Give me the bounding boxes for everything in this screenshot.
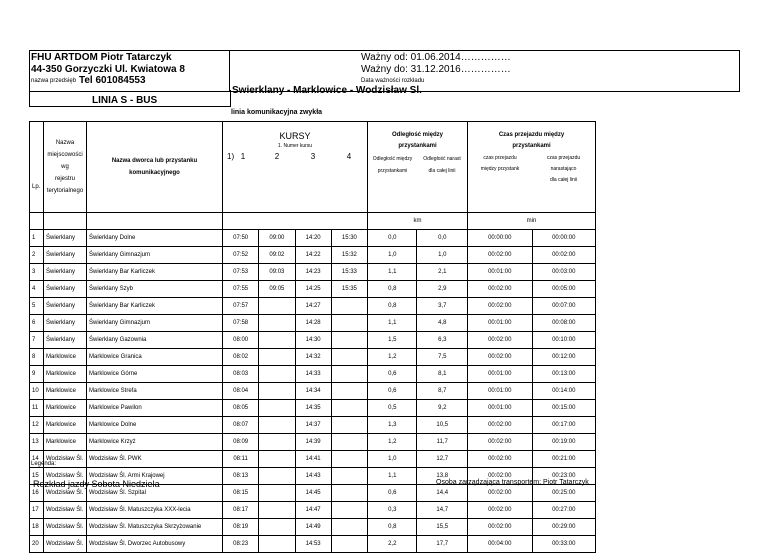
course-number-4: 4	[346, 152, 352, 161]
table-row	[30, 383, 596, 400]
time-cell	[331, 502, 367, 519]
stop-name-cell: Marklowice Krzyż	[87, 434, 223, 451]
time-cell	[259, 366, 295, 383]
travel-time-cumulative-cell: 00:13:00	[532, 366, 596, 383]
distance-cumulative-cell: 17,7	[417, 536, 468, 553]
time-cell: 14:53	[295, 536, 331, 553]
distance-cumulative-cell: 6,3	[417, 332, 468, 349]
travel-time-cumulative-cell: 00:00:00	[532, 230, 596, 247]
distance-cell: 0,8	[368, 519, 417, 536]
town-cell: Wodzisław Śl.	[44, 468, 87, 485]
row-number: 7	[30, 332, 44, 349]
km-unit: km	[368, 213, 468, 230]
distance-cumulative-cell: 14,4	[417, 485, 468, 502]
table-row	[30, 417, 596, 434]
table-row	[30, 400, 596, 417]
municipality-header: Nazwa miejscowości wg rejestru terytorialnego	[44, 122, 87, 213]
time-cell: 14:35	[295, 400, 331, 417]
time-cell: 14:47	[295, 502, 331, 519]
header-divider	[229, 50, 230, 91]
distance-cell: 1,1	[368, 264, 417, 281]
time-cell: 08:09	[223, 434, 259, 451]
time-cell: 15:30	[331, 230, 367, 247]
distance-cumulative-cell: 8,7	[417, 383, 468, 400]
travel-time-cumulative-cell: 00:12:00	[532, 349, 596, 366]
time-cell	[259, 349, 295, 366]
table-row	[30, 536, 596, 553]
table-row	[30, 315, 596, 332]
time-header: Czas przejazdu między przystankami czas przejazdu między przystank czas przejazdu narastająco dla całej linii	[468, 122, 596, 213]
town-cell: Wodzisław Śl.	[44, 519, 87, 536]
time-cell: 14:32	[295, 349, 331, 366]
company-phone: Tel 601084553	[79, 75, 146, 86]
units-row	[30, 213, 596, 230]
distance-cell: 0,6	[368, 485, 417, 502]
time-cell: 07:53	[223, 264, 259, 281]
time-cell: 08:11	[223, 451, 259, 468]
distance-cell: 0,8	[368, 281, 417, 298]
time-cell: 09:03	[259, 264, 295, 281]
time-cell: 14:45	[295, 485, 331, 502]
travel-time-cell: 00:02:00	[468, 451, 533, 468]
distance-cell: 0,6	[368, 366, 417, 383]
distance-cell: 1,5	[368, 332, 417, 349]
validity-caption: Data ważności rozkładu	[361, 78, 425, 84]
time-cell	[259, 519, 295, 536]
course-number-1: 1	[240, 152, 246, 161]
travel-time-cumulative-cell: 00:17:00	[532, 417, 596, 434]
table-row	[30, 298, 596, 315]
distance-cumulative-cell: 9,2	[417, 400, 468, 417]
row-number: 6	[30, 315, 44, 332]
row-number: 9	[30, 366, 44, 383]
travel-time-cumulative-cell: 00:25:00	[532, 485, 596, 502]
time-cell: 14:23	[295, 264, 331, 281]
stop-name-cell: Marklowice Górne	[87, 366, 223, 383]
row-number: 3	[30, 264, 44, 281]
row-number: 8	[30, 349, 44, 366]
time-cell	[259, 502, 295, 519]
courses-header	[223, 122, 368, 213]
town-cell: Marklowice	[44, 366, 87, 383]
travel-time-cell: 00:01:00	[468, 366, 533, 383]
distance-cell: 1,2	[368, 434, 417, 451]
distance-cumulative-cell: 12,7	[417, 451, 468, 468]
time-cell: 14:27	[295, 298, 331, 315]
time-cell	[259, 485, 295, 502]
distance-cell: 1,3	[368, 417, 417, 434]
time-cell: 07:55	[223, 281, 259, 298]
time-cell: 14:30	[295, 332, 331, 349]
time-cell	[331, 315, 367, 332]
stop-name-header: Nazwa dworca lub przystanku komunikacyjnego	[87, 122, 223, 213]
distance-cell: 1,2	[368, 349, 417, 366]
row-number: 20	[30, 536, 44, 553]
distance-cumulative-cell: 11,7	[417, 434, 468, 451]
time-cell: 07:58	[223, 315, 259, 332]
travel-time-cell: 00:01:00	[468, 400, 533, 417]
valid-from: Ważny od: 01.06.2014……………	[361, 52, 511, 63]
travel-time-cell: 00:00:00	[468, 230, 533, 247]
stop-name-cell: Marklowice Dolne	[87, 417, 223, 434]
row-number: 14	[30, 451, 44, 468]
distance-cumulative-cell: 15,5	[417, 519, 468, 536]
time-cell	[259, 451, 295, 468]
travel-time-cell: 00:02:00	[468, 281, 533, 298]
row-number: 18	[30, 519, 44, 536]
row-number: 10	[30, 383, 44, 400]
travel-time-cumulative-cell: 00:19:00	[532, 434, 596, 451]
lp-header: Lp.	[32, 184, 41, 190]
town-cell: Marklowice	[44, 417, 87, 434]
stop-name-cell: Świerklany Gazownia	[87, 332, 223, 349]
time-cell	[259, 332, 295, 349]
table-row	[30, 434, 596, 451]
distance-cumulative-cell: 2,1	[417, 264, 468, 281]
travel-time-cumulative-cell: 00:02:00	[532, 247, 596, 264]
line-type: linia komunikacyjna zwykła	[231, 109, 323, 116]
travel-time-cumulative-cell: 00:33:00	[532, 536, 596, 553]
stop-name-cell: Marklowice Granica	[87, 349, 223, 366]
time-cell: 09:02	[259, 247, 295, 264]
row-number: 16	[30, 485, 44, 502]
travel-time-cumulative-cell: 00:27:00	[532, 502, 596, 519]
distance-cell: 0,5	[368, 400, 417, 417]
carrier-label: nazwa przedsięb	[31, 78, 77, 84]
travel-time-cell: 00:02:00	[468, 468, 533, 485]
distance-cumulative-cell: 2,9	[417, 281, 468, 298]
time-cell: 07:57	[223, 298, 259, 315]
distance-cell: 1,0	[368, 451, 417, 468]
header-row	[30, 122, 596, 213]
travel-time-cumulative-cell: 00:08:00	[532, 315, 596, 332]
time-cell: 14:22	[295, 247, 331, 264]
town-cell: Wodzisław Śl.	[44, 451, 87, 468]
valid-to: Ważny do: 31.12.2016……………	[361, 64, 511, 75]
time-cell: 08:05	[223, 400, 259, 417]
time-cell: 14:34	[295, 383, 331, 400]
course-number-2: 2	[274, 152, 280, 161]
time-cell: 14:37	[295, 417, 331, 434]
time-cell: 14:25	[295, 281, 331, 298]
distance-header: Odległość między przystankami Odległość między przystankami Odległość narast dla całej linii	[368, 122, 468, 213]
stop-name-cell: Świerklany Bar Karliczek	[87, 298, 223, 315]
time-cell	[331, 349, 367, 366]
table-row	[30, 366, 596, 383]
time-cell	[259, 468, 295, 485]
time-cell	[259, 417, 295, 434]
time-cell	[331, 366, 367, 383]
distance-cell: 1,1	[368, 315, 417, 332]
distance-cumulative-cell: 13,8	[417, 468, 468, 485]
distance-cumulative-cell: 1,0	[417, 247, 468, 264]
travel-time-cell: 00:01:00	[468, 315, 533, 332]
row-number: 4	[30, 281, 44, 298]
row-number: 12	[30, 417, 44, 434]
table-row	[30, 264, 596, 281]
travel-time-cell: 00:02:00	[468, 298, 533, 315]
time-cell: 09:05	[259, 281, 295, 298]
time-cell	[331, 400, 367, 417]
stop-name-cell: Wodzisław Śl. Matuszczyka XXX-lecia	[87, 502, 223, 519]
travel-time-cumulative-cell: 00:10:00	[532, 332, 596, 349]
stop-name-cell: Świerklany Szyb	[87, 281, 223, 298]
time-cell: 08:07	[223, 417, 259, 434]
travel-time-cumulative-cell: 00:05:00	[532, 281, 596, 298]
town-cell: Świerklany	[44, 264, 87, 281]
distance-cumulative-cell: 8,1	[417, 366, 468, 383]
time-cell: 08:02	[223, 349, 259, 366]
time-cell: 08:03	[223, 366, 259, 383]
stop-name-cell: Marklowice Pawilon	[87, 400, 223, 417]
time-cell	[259, 434, 295, 451]
row-number: 11	[30, 400, 44, 417]
town-cell: Marklowice	[44, 434, 87, 451]
time-cell: 07:50	[223, 230, 259, 247]
town-cell: Marklowice	[44, 383, 87, 400]
stop-name-cell: Marklowice Strefa	[87, 383, 223, 400]
table-row	[30, 519, 596, 536]
travel-time-cell: 00:01:00	[468, 264, 533, 281]
stop-name-cell: Świerklany Gimnazjum	[87, 247, 223, 264]
distance-cumulative-cell: 0,0	[417, 230, 468, 247]
time-cell	[331, 536, 367, 553]
travel-time-cell: 00:01:00	[468, 383, 533, 400]
time-cell: 14:41	[295, 451, 331, 468]
travel-time-cell: 00:02:00	[468, 519, 533, 536]
distance-cumulative-cell: 14,7	[417, 502, 468, 519]
time-cell	[331, 519, 367, 536]
time-cell	[331, 383, 367, 400]
distance-cumulative-cell: 10,5	[417, 417, 468, 434]
time-cell: 07:52	[223, 247, 259, 264]
time-cell: 09:00	[259, 230, 295, 247]
travel-time-cell: 00:02:00	[468, 485, 533, 502]
time-cell: 14:28	[295, 315, 331, 332]
time-cell: 08:04	[223, 383, 259, 400]
table-row	[30, 247, 596, 264]
courses-title: KURSY	[279, 131, 311, 141]
time-cell: 08:19	[223, 519, 259, 536]
stop-name-cell: Wodzisław Śl. Szpital	[87, 485, 223, 502]
time-cell	[259, 315, 295, 332]
time-cell: 08:00	[223, 332, 259, 349]
min-unit: min	[468, 213, 596, 230]
travel-time-cumulative-cell: 00:07:00	[532, 298, 596, 315]
table-row	[30, 281, 596, 298]
table-row	[30, 502, 596, 519]
distance-cumulative-cell: 4,8	[417, 315, 468, 332]
town-cell: Wodzisław Śl.	[44, 485, 87, 502]
town-cell: Świerklany	[44, 315, 87, 332]
town-cell: Świerklany	[44, 230, 87, 247]
town-cell: Świerklany	[44, 298, 87, 315]
travel-time-cumulative-cell: 00:03:00	[532, 264, 596, 281]
time-cell: 14:49	[295, 519, 331, 536]
travel-time-cumulative-cell: 00:23:00	[532, 468, 596, 485]
time-cell	[259, 400, 295, 417]
time-cell: 15:33	[331, 264, 367, 281]
distance-cumulative-cell: 7,5	[417, 349, 468, 366]
time-cell	[331, 434, 367, 451]
table-row	[30, 230, 596, 247]
distance-cumulative-cell: 3,7	[417, 298, 468, 315]
stop-name-cell: Świerklany Bar Karliczek	[87, 264, 223, 281]
stop-name-cell: Świerklany Dolne	[87, 230, 223, 247]
distance-cell: 0,0	[368, 230, 417, 247]
time-cell: 14:39	[295, 434, 331, 451]
time-cell	[331, 332, 367, 349]
row-number: 15	[30, 468, 44, 485]
travel-time-cell: 00:02:00	[468, 247, 533, 264]
time-cell	[259, 536, 295, 553]
distance-cell: 0,6	[368, 383, 417, 400]
distance-cell: 1,1	[368, 468, 417, 485]
travel-time-cell: 00:02:00	[468, 332, 533, 349]
travel-time-cumulative-cell: 00:14:00	[532, 383, 596, 400]
time-cell	[331, 417, 367, 434]
town-cell: Świerklany	[44, 247, 87, 264]
time-cell: 14:20	[295, 230, 331, 247]
row-number: 2	[30, 247, 44, 264]
row-number: 13	[30, 434, 44, 451]
stop-name-cell: Wodzisław Śl. PWK	[87, 451, 223, 468]
row-number: 5	[30, 298, 44, 315]
distance-cell: 1,0	[368, 247, 417, 264]
town-cell: Marklowice	[44, 400, 87, 417]
schedule-days: Rozkład jazdy Sobota Niedziela	[33, 479, 160, 489]
town-cell: Wodzisław Śl.	[44, 536, 87, 553]
time-cell: 08:15	[223, 485, 259, 502]
distance-cell: 0,8	[368, 298, 417, 315]
stop-name-cell: Wodzisław Śl. Dworzec Autobusowy	[87, 536, 223, 553]
table-row	[30, 451, 596, 468]
town-cell: Wodzisław Śl.	[44, 502, 87, 519]
time-cell: 15:35	[331, 281, 367, 298]
transport-manager: Osoba zarządzająca transportem: Piotr Tatarczyk	[436, 479, 589, 486]
time-cell: 08:17	[223, 502, 259, 519]
time-cell	[259, 383, 295, 400]
time-cell	[331, 485, 367, 502]
travel-time-cumulative-cell: 00:29:00	[532, 519, 596, 536]
line-name: LINIA S - BUS	[92, 95, 158, 106]
time-cell	[331, 451, 367, 468]
travel-time-cumulative-cell: 00:21:00	[532, 451, 596, 468]
town-cell: Świerklany	[44, 332, 87, 349]
row-number: 17	[30, 502, 44, 519]
stop-name-cell: Wodzisław Śl. Matuszczyka Skrzyżowanie	[87, 519, 223, 536]
town-cell: Świerklany	[44, 281, 87, 298]
travel-time-cell: 00:02:00	[468, 502, 533, 519]
travel-time-cell: 00:02:00	[468, 417, 533, 434]
time-cell: 15:32	[331, 247, 367, 264]
time-cell: 14:33	[295, 366, 331, 383]
stop-name-cell: Świerklany Gimnazjum	[87, 315, 223, 332]
town-cell: Marklowice	[44, 349, 87, 366]
distance-cell: 0,3	[368, 502, 417, 519]
company-address: 44-350 Gorzyczki Ul. Kwiatowa 8	[31, 64, 185, 75]
time-cell	[331, 468, 367, 485]
course-number-3: 3	[310, 152, 316, 161]
table-row	[30, 332, 596, 349]
company-name: FHU ARTDOM Piotr Tatarczyk	[31, 52, 172, 63]
travel-time-cell: 00:02:00	[468, 349, 533, 366]
travel-time-cumulative-cell: 00:15:00	[532, 400, 596, 417]
legend-label: Legenda:	[31, 461, 57, 467]
route-title: Swierklany - Marklowice - Wodzisław Sl.	[232, 85, 422, 96]
course-note: 1)	[227, 152, 235, 161]
time-cell: 08:23	[223, 536, 259, 553]
time-cell	[259, 298, 295, 315]
stop-name-cell: Wodzisław Śl. Armi Krajowej	[87, 468, 223, 485]
time-cell	[331, 298, 367, 315]
time-cell: 08:13	[223, 468, 259, 485]
row-number: 1	[30, 230, 44, 247]
table-row	[30, 349, 596, 366]
course-numbers-label: 1. Numer kursu	[277, 143, 313, 149]
time-cell: 14:43	[295, 468, 331, 485]
travel-time-cell: 00:04:00	[468, 536, 533, 553]
travel-time-cell: 00:02:00	[468, 434, 533, 451]
distance-cell: 2,2	[368, 536, 417, 553]
